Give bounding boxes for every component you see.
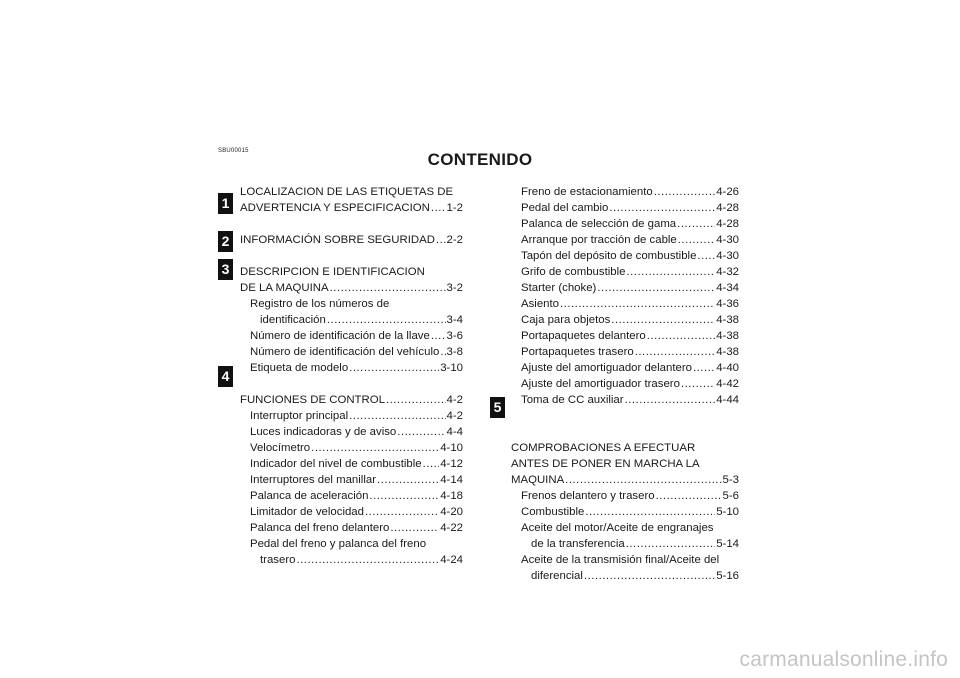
toc-entry-text: Starter (choke) xyxy=(521,282,597,294)
toc-entry[interactable] xyxy=(511,232,739,248)
toc-entry[interactable] xyxy=(240,312,463,328)
toc-entry-text: trasero xyxy=(260,554,296,566)
toc-section-3[interactable] xyxy=(240,280,463,296)
section-marker-4: 4 xyxy=(218,366,233,387)
dot-leader xyxy=(390,520,439,536)
toc-entry-text: Palanca de selección de gama xyxy=(521,218,677,230)
toc-entry[interactable] xyxy=(240,408,463,424)
toc-section-5-line2: ANTES DE PONER EN MARCHA LA xyxy=(511,458,700,470)
dot-leader xyxy=(585,504,715,520)
dot-leader xyxy=(654,184,715,200)
toc-entry-text: Freno de estacionamiento xyxy=(521,186,653,198)
toc-entry-text: Frenos delantero y trasero xyxy=(521,490,655,502)
toc-section-1[interactable] xyxy=(240,200,463,216)
toc-section-4[interactable] xyxy=(240,392,463,408)
toc-entry[interactable] xyxy=(511,360,739,376)
toc-section-3-line1: DESCRIPCION E IDENTIFICACION xyxy=(240,266,425,278)
section-marker-2: 2 xyxy=(218,231,233,252)
dot-leader xyxy=(440,344,445,360)
watermark: carmanualsonline.info xyxy=(739,648,948,671)
dot-leader xyxy=(681,376,715,392)
toc-page-number: 4-24 xyxy=(440,554,463,566)
toc-entry-text: Caja para objetos xyxy=(521,314,611,326)
toc-page-number: 4-32 xyxy=(716,266,739,278)
toc-page-number: 4-22 xyxy=(440,522,463,534)
toc-entry[interactable] xyxy=(511,248,739,264)
dot-leader xyxy=(369,488,439,504)
toc-entry-line1: Aceite de la transmisión final/Aceite del xyxy=(521,554,720,566)
dot-leader xyxy=(349,360,439,376)
toc-page-number: 4-30 xyxy=(716,250,739,262)
toc-entry[interactable] xyxy=(511,296,739,312)
toc-entry-text: Grifo de combustible xyxy=(521,266,626,278)
dot-leader xyxy=(625,392,716,408)
dot-leader xyxy=(678,232,715,248)
toc-entry-line1: Aceite del motor/Aceite de engranajes xyxy=(521,522,714,534)
toc-entry-text: Portapaquetes trasero xyxy=(521,346,634,358)
toc-entry-text: Etiqueta de modelo xyxy=(250,362,349,374)
toc-entry-text: MAQUINA xyxy=(511,474,565,486)
toc-entry[interactable] xyxy=(240,456,463,472)
dot-leader xyxy=(431,328,446,344)
dot-leader xyxy=(693,360,715,376)
dot-leader xyxy=(584,568,715,584)
toc-entry-text: Toma de CC auxiliar xyxy=(521,394,624,406)
toc-entry-text: Arranque por tracción de cable xyxy=(521,234,677,246)
dot-leader xyxy=(377,472,439,488)
toc-entry-text: identificación xyxy=(260,314,326,326)
toc-entry[interactable] xyxy=(511,568,739,584)
toc-entry[interactable] xyxy=(240,360,463,376)
toc-entry-text: DE LA MAQUINA xyxy=(240,282,329,294)
toc-entry-text: ADVERTENCIA Y ESPECIFICACION xyxy=(240,202,430,214)
toc-entry[interactable] xyxy=(240,552,463,568)
toc-left-column xyxy=(240,184,463,568)
toc-entry[interactable] xyxy=(511,328,739,344)
toc-entry[interactable] xyxy=(240,344,463,360)
toc-entry-text: Tapón del depósito de combustible xyxy=(521,250,697,262)
toc-entry[interactable] xyxy=(511,184,739,200)
toc-entry[interactable] xyxy=(511,504,739,520)
dot-leader xyxy=(431,200,446,216)
toc-entry-text: Pedal del cambio xyxy=(521,202,609,214)
toc-section-5[interactable] xyxy=(511,472,739,488)
toc-page-number: 4-12 xyxy=(440,458,463,470)
toc-entry[interactable] xyxy=(240,472,463,488)
toc-page-number: 4-30 xyxy=(716,234,739,246)
section-marker-3: 3 xyxy=(218,259,233,280)
toc-entry[interactable] xyxy=(511,392,739,408)
dot-leader xyxy=(647,328,715,344)
toc-entry[interactable] xyxy=(240,424,463,440)
dot-leader xyxy=(677,216,715,232)
toc-entry[interactable] xyxy=(511,280,739,296)
document-code: SBU00015 xyxy=(218,148,249,154)
toc-page-number: 4-4 xyxy=(446,426,463,438)
toc-page-number: 4-2 xyxy=(446,394,463,406)
toc-entry-text: Velocímetro xyxy=(250,442,311,454)
dot-leader xyxy=(327,312,446,328)
toc-entry-line1: Pedal del freno y palanca del freno xyxy=(250,538,427,550)
toc-entry-text: Ajuste del amortiguador delantero xyxy=(521,362,692,374)
dot-leader xyxy=(296,552,439,568)
toc-entry-text: Asiento xyxy=(521,298,559,310)
toc-entry-text: Número de identificación del vehículo xyxy=(250,346,440,358)
dot-leader xyxy=(436,232,446,248)
dot-leader xyxy=(609,200,715,216)
toc-section-2[interactable] xyxy=(240,232,463,248)
toc-entry-text: Ajuste del amortiguador trasero xyxy=(521,378,680,390)
section-marker-5: 5 xyxy=(490,397,505,418)
toc-page-number: 4-20 xyxy=(440,506,463,518)
dot-leader xyxy=(626,536,715,552)
toc-page-number: 3-4 xyxy=(446,314,463,326)
toc-entry-text: Luces indicadoras y de aviso xyxy=(250,426,397,438)
toc-entry[interactable] xyxy=(240,328,463,344)
toc-entry[interactable] xyxy=(511,312,739,328)
toc-entry-text: Interruptor principal xyxy=(250,410,349,422)
dot-leader xyxy=(311,440,439,456)
toc-page-number: 4-2 xyxy=(446,410,463,422)
toc-entry-text: de la transferencia xyxy=(531,538,625,550)
toc-page-number: 5-10 xyxy=(716,506,739,518)
toc-entry[interactable] xyxy=(511,344,739,360)
toc-entry-text: Portapaquetes delantero xyxy=(521,330,646,342)
dot-leader xyxy=(597,280,715,296)
toc-entry-text: Combustible xyxy=(521,506,585,518)
dot-leader xyxy=(635,344,715,360)
toc-page-number: 4-38 xyxy=(716,314,739,326)
toc-section-5-line1: COMPROBACIONES A EFECTUAR xyxy=(511,442,696,454)
toc-page-number: 4-14 xyxy=(440,474,463,486)
toc-page-number: 5-16 xyxy=(716,570,739,582)
toc-page-number: 1-2 xyxy=(446,202,463,214)
dot-leader xyxy=(386,392,446,408)
toc-right-column xyxy=(511,184,739,584)
toc-entry-text: INFORMACIÓN SOBRE SEGURIDAD xyxy=(240,234,435,246)
dot-leader xyxy=(365,504,439,520)
toc-page-number: 4-40 xyxy=(716,362,739,374)
toc-page-number: 4-28 xyxy=(716,202,739,214)
toc-entry[interactable] xyxy=(511,216,739,232)
toc-entry-text: diferencial xyxy=(531,570,583,582)
toc-page-number: 3-10 xyxy=(440,362,463,374)
toc-page-number: 4-38 xyxy=(716,346,739,358)
dot-leader xyxy=(565,472,721,488)
toc-page-number: 3-8 xyxy=(446,346,463,358)
toc-page-number: 5-14 xyxy=(716,538,739,550)
dot-leader xyxy=(626,264,715,280)
dot-leader xyxy=(330,280,446,296)
dot-leader xyxy=(349,408,445,424)
toc-entry[interactable] xyxy=(240,520,463,536)
page-title: CONTENIDO xyxy=(427,150,533,169)
toc-page-number: 5-6 xyxy=(722,490,739,502)
toc-entry-text: Número de identificación de la llave xyxy=(250,330,430,342)
toc-page-number: 4-36 xyxy=(716,298,739,310)
toc-entry[interactable] xyxy=(511,488,739,504)
toc-page-number: 3-6 xyxy=(446,330,463,342)
dot-leader xyxy=(423,456,440,472)
toc-entry[interactable] xyxy=(240,440,463,456)
toc-entry-text: Limitador de velocidad xyxy=(250,506,364,518)
toc-entry-text: Indicador del nivel de combustible xyxy=(250,458,422,470)
section-marker-1: 1 xyxy=(218,193,233,214)
toc-page-number: 3-2 xyxy=(446,282,463,294)
toc-page-number: 4-44 xyxy=(716,394,739,406)
toc-entry-text: Interruptores del manillar xyxy=(250,474,376,486)
toc-entry[interactable] xyxy=(511,264,739,280)
toc-page-number: 4-38 xyxy=(716,330,739,342)
toc-page-number: 4-26 xyxy=(716,186,739,198)
toc-entry[interactable] xyxy=(511,536,739,552)
toc-entry-text: Palanca del freno delantero xyxy=(250,522,390,534)
toc-page-number: 5-3 xyxy=(722,474,739,486)
dot-leader xyxy=(397,424,445,440)
toc-entry[interactable] xyxy=(240,504,463,520)
toc-section-1-line1: LOCALIZACION DE LAS ETIQUETAS DE xyxy=(240,186,454,198)
toc-entry-text: FUNCIONES DE CONTROL xyxy=(240,394,385,406)
toc-page-number: 2-2 xyxy=(446,234,463,246)
toc-page-number: 4-10 xyxy=(440,442,463,454)
toc-page-number: 4-18 xyxy=(440,490,463,502)
toc-entry[interactable] xyxy=(240,488,463,504)
toc-entry[interactable] xyxy=(511,376,739,392)
toc-entry-line1: Registro de los números de xyxy=(250,298,390,310)
dot-leader xyxy=(611,312,715,328)
toc-page-number: 4-42 xyxy=(716,378,739,390)
dot-leader xyxy=(656,488,722,504)
toc-page-number: 4-34 xyxy=(716,282,739,294)
toc-entry-text: Palanca de aceleración xyxy=(250,490,369,502)
toc-page-number: 4-28 xyxy=(716,218,739,230)
dot-leader xyxy=(697,248,715,264)
toc-entry[interactable] xyxy=(511,200,739,216)
dot-leader xyxy=(560,296,715,312)
